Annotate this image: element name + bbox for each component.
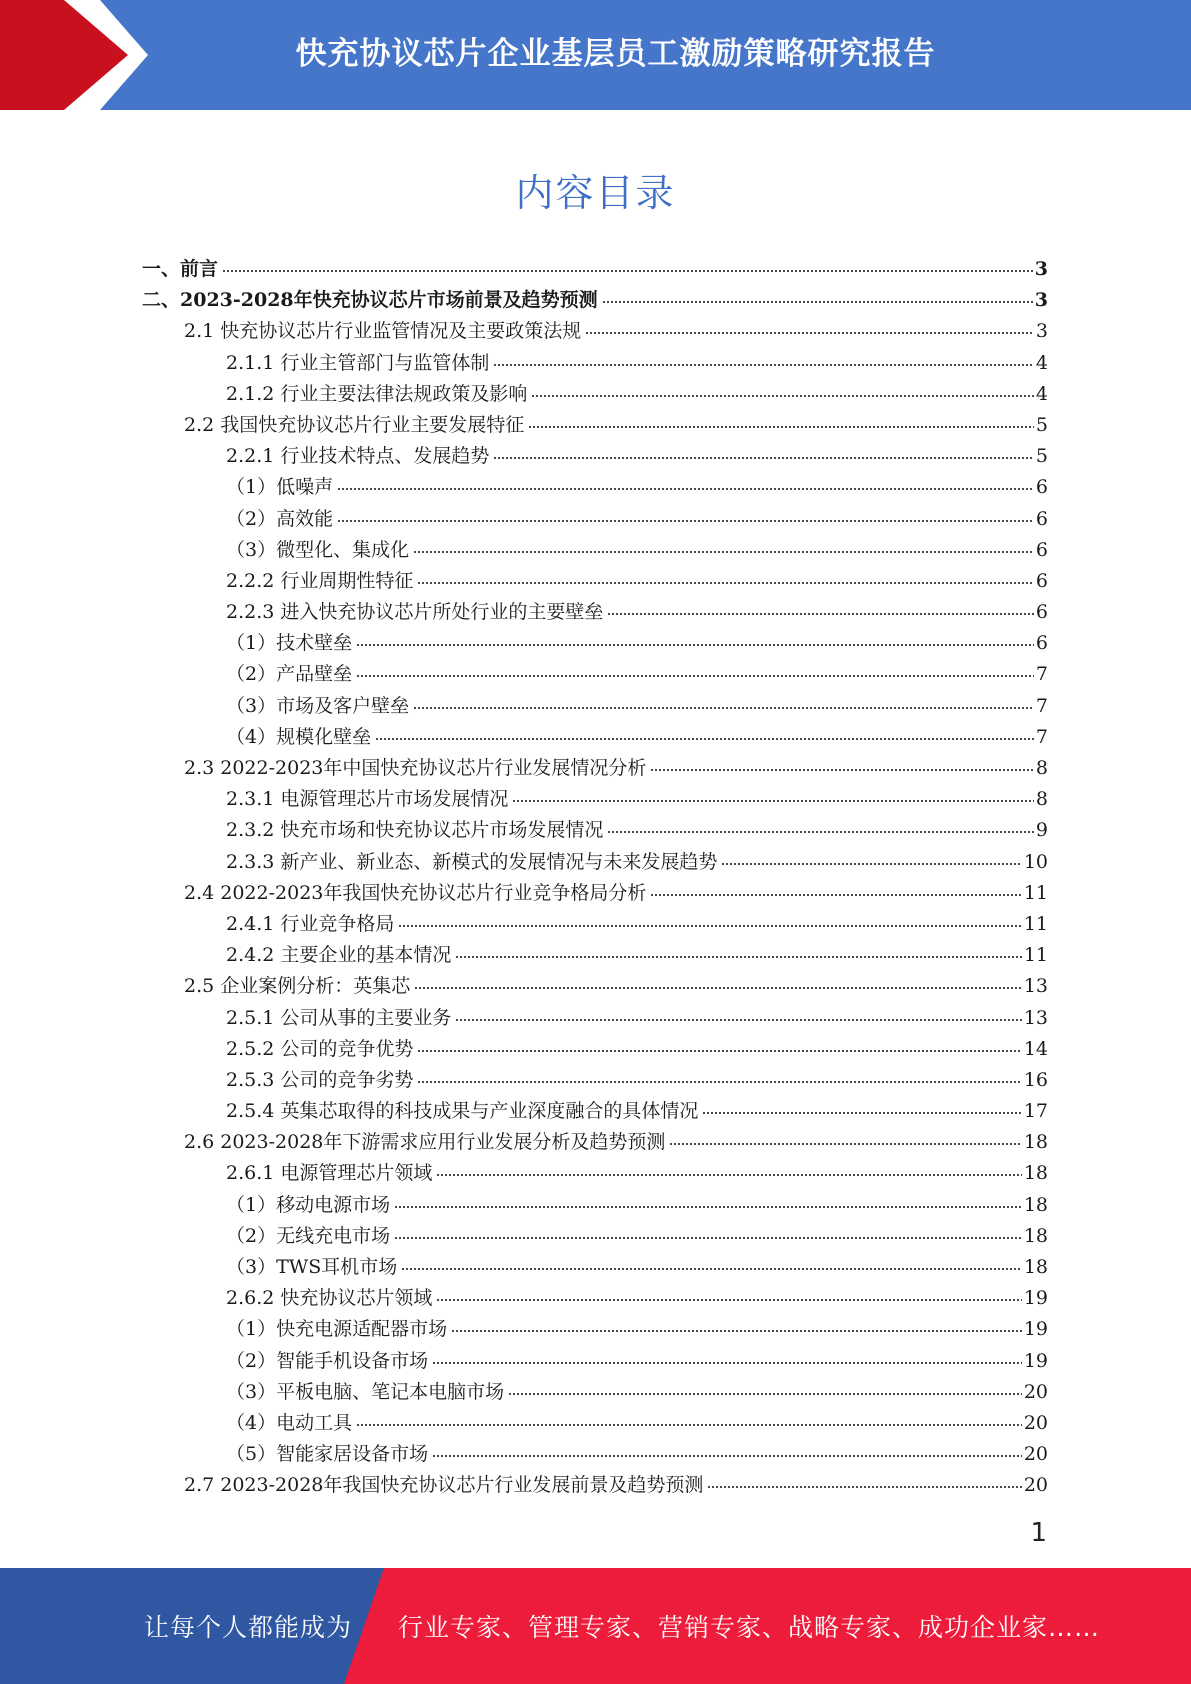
toc-dot-leader [707, 1472, 1021, 1491]
toc-dot-leader [702, 1098, 1021, 1117]
toc-entry-page: 5 [1035, 413, 1048, 436]
toc-entry[interactable] [0, 1346, 1191, 1377]
toc-entry-page: 4 [1035, 351, 1048, 374]
toc-entry[interactable] [0, 628, 1191, 659]
toc-entry-page: 8 [1035, 788, 1048, 811]
toc-entry-title: 2.3.2 快充市场和快充协议芯片市场发展情况 [226, 819, 604, 842]
toc-entry-title: 2.5 企业案例分析：英集芯 [184, 975, 411, 998]
toc-entry[interactable] [0, 535, 1191, 566]
toc-entry[interactable] [0, 1439, 1191, 1470]
toc-entry-title: 2.3 2022-2023年中国快充协议芯片行业发展情况分析 [184, 757, 647, 779]
toc-entry[interactable] [0, 1034, 1191, 1065]
toc-entry-title: （1）移动电源市场 [226, 1193, 391, 1216]
toc-entry-title: 2.4 2022-2023年我国快充协议芯片行业竞争格局分析 [184, 881, 647, 904]
toc-entry[interactable] [0, 753, 1191, 784]
toc-entry-page: 18 [1023, 1256, 1048, 1278]
toc-entry-page: 16 [1023, 1068, 1048, 1091]
toc-entry-title: 2.6.2 快充协议芯片领域 [226, 1287, 433, 1310]
toc-dot-leader [455, 942, 1021, 961]
toc-dot-leader [414, 973, 1022, 992]
toc-entry-title: （3）TWS耳机市场 [226, 1256, 398, 1278]
toc-entry-title: 2.1.2 行业主要法律法规政策及影响 [226, 382, 528, 405]
toc-entry-title: （4）规模化壁垒 [226, 725, 372, 748]
toc-dot-leader [432, 1348, 1022, 1367]
toc-entry-title: 2.2 我国快充协议芯片行业主要发展特征 [184, 413, 525, 436]
toc-dot-leader [669, 1129, 1021, 1148]
toc-entry-page: 3 [1035, 320, 1048, 343]
toc-entry-title: 2.5.1 公司从事的主要业务 [226, 1006, 452, 1029]
toc-entry[interactable] [0, 410, 1191, 441]
toc-entry[interactable] [0, 1314, 1191, 1345]
toc-entry[interactable] [0, 1003, 1191, 1034]
toc-entry-title: （2）智能手机设备市场 [226, 1349, 429, 1372]
toc-entry[interactable] [0, 1470, 1191, 1501]
toc-dot-leader [337, 506, 1034, 525]
toc-entry[interactable] [0, 1190, 1191, 1221]
toc-entry-page: 9 [1035, 819, 1048, 842]
toc-dot-leader [394, 1223, 1022, 1242]
toc-entry-title: 2.6.1 电源管理芯片领域 [226, 1162, 433, 1185]
toc-entry[interactable] [0, 1065, 1191, 1096]
toc-entry-title: （2）无线充电市场 [226, 1224, 391, 1247]
toc-entry-title: （4）电动工具 [226, 1411, 353, 1434]
toc-entry[interactable] [0, 659, 1191, 690]
toc-entry[interactable] [0, 971, 1191, 1002]
toc-dot-leader [436, 1160, 1021, 1179]
toc-entry-title: 2.1 快充协议芯片行业监管情况及主要政策法规 [184, 320, 582, 343]
toc-entry-page: 20 [1023, 1443, 1048, 1466]
toc-entry-title: （1）技术壁垒 [226, 632, 353, 655]
toc-dot-leader [394, 1192, 1022, 1211]
toc-entry-page: 19 [1023, 1349, 1048, 1372]
toc-entry-page: 20 [1023, 1474, 1048, 1497]
toc-entry[interactable] [0, 379, 1191, 410]
toc-entry-title: （3）微型化、集成化 [226, 538, 410, 561]
toc-entry-title: 二、2023-2028年快充协议芯片市场前景及趋势预测 [142, 289, 598, 312]
toc-entry-title: 2.2.3 进入快充协议芯片所处行业的主要壁垒 [226, 601, 604, 624]
toc-dot-leader [602, 287, 1033, 306]
toc-dot-leader [222, 256, 1033, 275]
toc-entry-title: 2.4.1 行业竞争格局 [226, 912, 395, 935]
toc-entry[interactable] [0, 597, 1191, 628]
toc-entry[interactable] [0, 815, 1191, 846]
toc-entry-page: 19 [1023, 1287, 1048, 1310]
toc-entry-page: 4 [1035, 382, 1048, 405]
toc-dot-leader [436, 1285, 1021, 1304]
toc-entry-page: 6 [1035, 632, 1048, 655]
toc-entry[interactable] [0, 1221, 1191, 1252]
toc-dot-leader [375, 724, 1034, 743]
header-arrow-accent [0, 0, 160, 110]
toc-dot-leader [356, 661, 1034, 680]
toc-entry[interactable] [0, 940, 1191, 971]
toc-dot-leader [650, 880, 1021, 899]
toc-dot-leader [356, 630, 1034, 649]
toc-entry-page: 6 [1035, 507, 1048, 530]
toc-entry-page: 18 [1023, 1224, 1048, 1247]
toc-entry-page: 7 [1035, 694, 1048, 717]
toc-entry-title: 2.5.2 公司的竞争优势 [226, 1037, 414, 1060]
toc-entry[interactable] [0, 472, 1191, 503]
toc-entry-page: 3 [1034, 258, 1048, 280]
toc-entry[interactable] [0, 1127, 1191, 1158]
toc-entry[interactable] [0, 316, 1191, 347]
toc-dot-leader [531, 381, 1034, 400]
footer-banner [0, 1568, 1191, 1684]
toc-dot-leader [398, 911, 1021, 930]
toc-entry-page: 14 [1023, 1037, 1048, 1060]
toc-entry-title: （3）平板电脑、笔记本电脑市场 [226, 1380, 505, 1403]
toc-entry-page: 6 [1035, 476, 1048, 499]
toc-entry-page: 7 [1035, 663, 1048, 686]
toc-entry-page: 20 [1023, 1380, 1048, 1403]
toc-heading: 内容目录 [515, 171, 676, 215]
toc-dot-leader [721, 849, 1021, 868]
toc-entry-page: 11 [1023, 881, 1048, 904]
toc-entry-title: 2.2.1 行业技术特点、发展趋势 [226, 445, 490, 468]
toc-entry-page: 5 [1035, 445, 1048, 468]
toc-entry-title: 2.4.2 主要企业的基本情况 [226, 944, 452, 967]
toc-entry[interactable] [0, 878, 1191, 909]
toc-dot-leader [413, 537, 1034, 556]
toc-dot-leader [493, 350, 1034, 369]
toc-entry[interactable] [0, 1408, 1191, 1439]
toc-entry-page: 3 [1034, 289, 1048, 312]
toc-entry[interactable] [0, 1283, 1191, 1314]
toc-dot-leader [585, 318, 1034, 337]
toc-entry-title: 2.1.1 行业主管部门与监管体制 [226, 351, 490, 374]
toc-entry[interactable] [0, 504, 1191, 535]
toc-list [0, 254, 1191, 1502]
toc-entry-title: 一、前言 [142, 258, 219, 280]
footer-slogan-left: 让每个人都能成为 [144, 1613, 353, 1642]
report-title: 快充协议芯片企业基层员工激励策略研究报告 [295, 35, 936, 72]
toc-entry-page: 6 [1035, 538, 1048, 561]
toc-entry-page: 17 [1023, 1100, 1048, 1123]
toc-entry-title: 2.5.3 公司的竞争劣势 [226, 1068, 414, 1091]
toc-entry[interactable] [0, 722, 1191, 753]
toc-entry-page: 8 [1035, 757, 1048, 779]
toc-dot-leader [413, 693, 1034, 712]
toc-entry-page: 20 [1023, 1411, 1048, 1434]
toc-dot-leader [607, 599, 1034, 618]
toc-entry[interactable] [0, 691, 1191, 722]
toc-entry[interactable] [0, 254, 1191, 285]
toc-dot-leader [650, 755, 1034, 774]
toc-entry-page: 19 [1023, 1318, 1048, 1341]
toc-dot-leader [455, 1005, 1021, 1024]
toc-entry[interactable] [0, 1096, 1191, 1127]
toc-entry[interactable] [0, 1252, 1191, 1283]
toc-dot-leader [401, 1254, 1022, 1273]
toc-dot-leader [356, 1410, 1022, 1429]
toc-entry-title: 2.7 2023-2028年我国快充协议芯片行业发展前景及趋势预测 [184, 1474, 704, 1497]
toc-entry[interactable] [0, 1377, 1191, 1408]
toc-entry-page: 11 [1023, 944, 1048, 967]
toc-entry[interactable] [0, 441, 1191, 472]
toc-entry-page: 6 [1035, 569, 1048, 592]
toc-entry-title: （1）快充电源适配器市场 [226, 1318, 448, 1341]
toc-dot-leader [417, 1036, 1021, 1055]
toc-entry-title: 2.5.4 英集芯取得的科技成果与产业深度融合的具体情况 [226, 1100, 699, 1123]
toc-entry-page: 7 [1035, 725, 1048, 748]
toc-entry-page: 18 [1023, 1193, 1048, 1216]
toc-entry-title: （3）市场及客户壁垒 [226, 694, 410, 717]
toc-dot-leader [528, 412, 1034, 431]
toc-entry[interactable] [0, 909, 1191, 940]
toc-entry-page: 13 [1023, 975, 1048, 998]
toc-entry[interactable] [0, 784, 1191, 815]
toc-entry-page: 18 [1023, 1162, 1048, 1185]
toc-entry[interactable] [0, 1158, 1191, 1189]
toc-entry-page: 18 [1023, 1131, 1048, 1154]
toc-dot-leader [337, 474, 1034, 493]
toc-dot-leader [432, 1441, 1022, 1460]
toc-entry-title: （1）低噪声 [226, 476, 334, 499]
toc-dot-leader [512, 786, 1034, 805]
toc-entry[interactable] [0, 348, 1191, 379]
toc-entry[interactable] [0, 847, 1191, 878]
header-banner [0, 0, 1191, 110]
toc-entry-page: 11 [1023, 912, 1048, 935]
toc-entry-title: （2）产品壁垒 [226, 663, 353, 686]
toc-entry-title: 2.3.3 新产业、新业态、新模式的发展情况与未来发展趋势 [226, 850, 718, 873]
toc-entry-page: 13 [1023, 1006, 1048, 1029]
toc-entry-title: （2）高效能 [226, 507, 334, 530]
toc-entry[interactable] [0, 566, 1191, 597]
toc-entry-title: 2.2.2 行业周期性特征 [226, 569, 414, 592]
toc-dot-leader [417, 1067, 1021, 1086]
toc-entry-title: （5）智能家居设备市场 [226, 1443, 429, 1466]
toc-dot-leader [607, 817, 1034, 836]
toc-dot-leader [451, 1316, 1022, 1335]
toc-entry[interactable] [0, 285, 1191, 316]
toc-entry-page: 6 [1035, 601, 1048, 624]
toc-dot-leader [508, 1379, 1022, 1398]
toc-entry-title: 2.3.1 电源管理芯片市场发展情况 [226, 788, 509, 811]
toc-dot-leader [493, 443, 1034, 462]
footer-slogan-right: 行业专家、管理专家、营销专家、战略专家、成功企业家…… [398, 1613, 1101, 1642]
page-number: 1 [1030, 1518, 1047, 1548]
toc-entry-title: 2.6 2023-2028年下游需求应用行业发展分析及趋势预测 [184, 1131, 666, 1154]
toc-entry-page: 10 [1023, 850, 1048, 873]
toc-dot-leader [417, 568, 1034, 587]
